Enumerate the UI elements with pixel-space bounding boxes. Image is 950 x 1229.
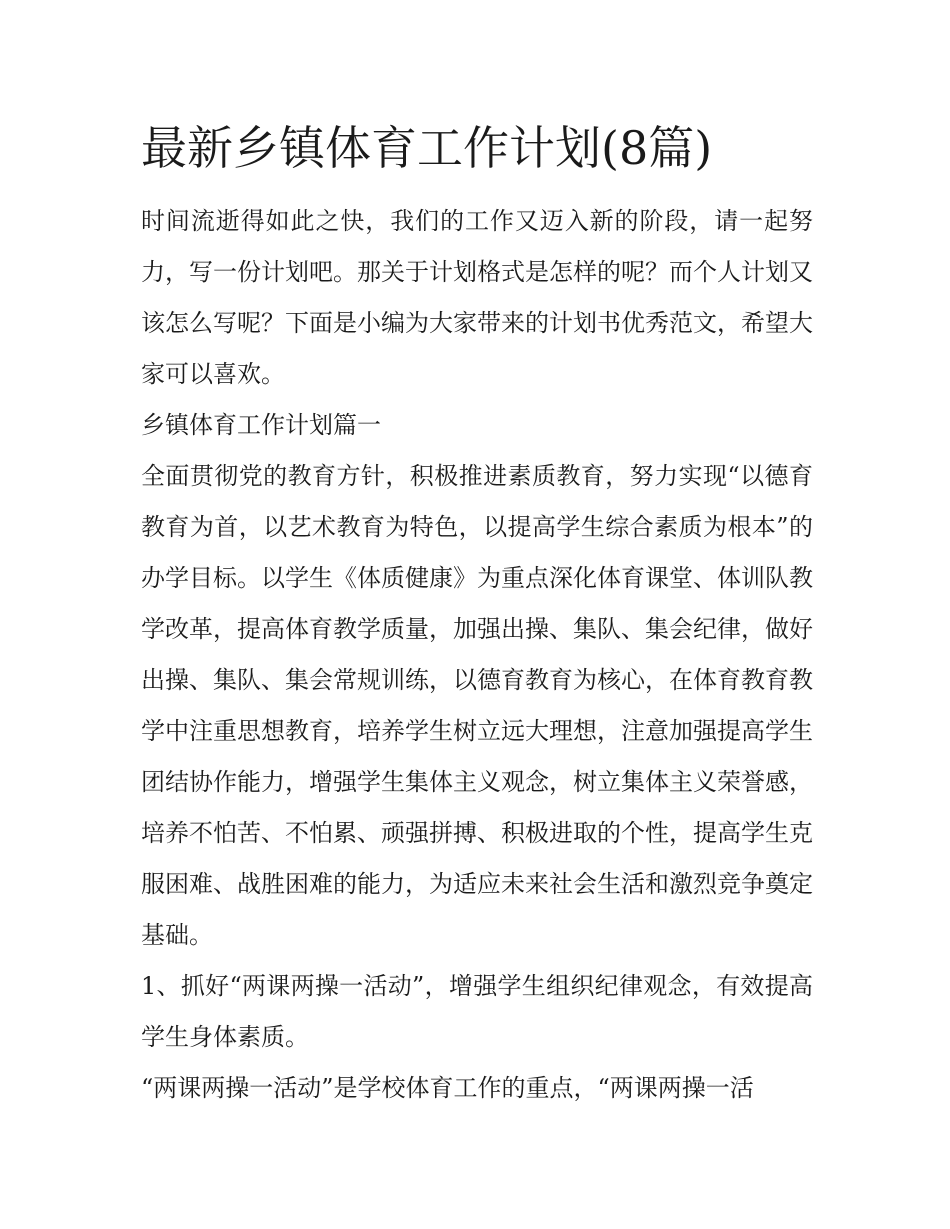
document-title: 最新乡镇体育工作计划(8篇): [141, 121, 713, 175]
document-body: [141, 112, 813, 1114]
intro-paragraph: 时间流逝得如此之快，我们的工作又迈入新的阶段，请一起努力，写一份计划吧。那关于计划格式是怎样的呢？而个人计划又该怎么写呢？下面是小编为大家带来的计划书优秀范文，希望大家可以喜欢。: [141, 207, 813, 388]
section-heading: 乡镇体育工作计划篇一: [141, 411, 381, 439]
body-paragraph-continued: “两课两操一活动”是学校体育工作的重点，“两课两操一活: [141, 1074, 754, 1102]
list-item-paragraph: 1、抓好“两课两操一活动”，增强学生组织纪律观念，有效提高学生身体素质。: [141, 972, 813, 1051]
body-paragraph: 全面贯彻党的教育方针，积极推进素质教育，努力实现“以德育教育为首，以艺术教育为特色，以提高学生综合素质为根本”的办学目标。以学生《体质健康》为重点深化体育课堂、体训队教学改革，提高体育教学质量，加强出操、集队、集会纪律，做好出操、集队、集会常规训练，以德育教育为核心，在体育教育教学中注重思想教育，培养学生树立远大理想，注意加强提高学生团结协作能力，增强学生集体主义观念，树立集体主义荣誉感，培养不怕苦、不怕累、顽强拼搏、积极进取的个性，提高学生克服困难、战胜困难的能力，为适应未来社会生活和激烈竞争奠定基础。: [141, 462, 813, 949]
